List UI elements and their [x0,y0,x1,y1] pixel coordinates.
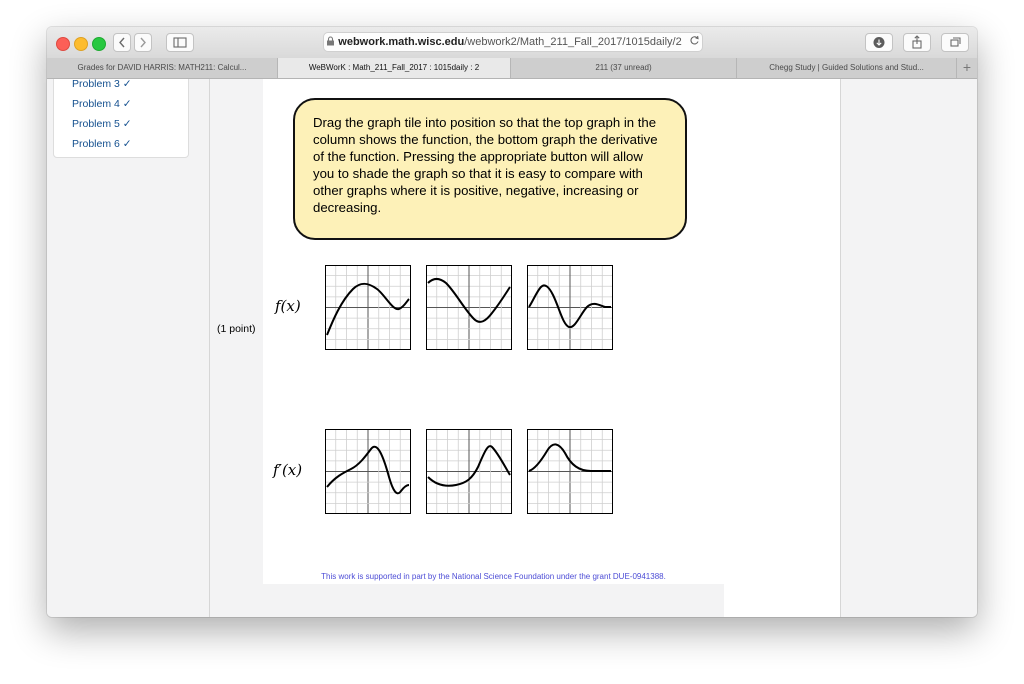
problem-panel [217,79,724,584]
download-icon [866,34,892,51]
problem-link-6[interactable]: Problem 6 ✓ [72,138,132,150]
graph-tile-fprime-2[interactable] [426,429,512,514]
url-path: /webwork2/Math_211_Fall_2017/1015daily/2 [464,36,682,48]
url-host: webwork.math.wisc.edu [338,36,465,48]
graph-tile-fprime-3[interactable] [527,429,613,514]
problem-link-3[interactable]: Problem 3 ✓ [72,79,132,90]
minimize-window-button[interactable] [74,37,88,51]
graph-tile-fprime-1[interactable] [325,429,411,514]
close-window-button[interactable] [56,37,70,51]
tabs-icon [942,34,968,51]
back-button[interactable] [113,33,131,52]
graph-tile-f-2[interactable] [426,265,512,350]
tab-211-unread[interactable]: 211 (37 unread) [511,58,737,78]
sidebar-button[interactable] [166,33,194,52]
browser-window [47,27,977,617]
tab-bar [47,58,977,79]
sidebar-divider [209,79,210,617]
right-divider [840,79,841,617]
problem-list [53,79,189,158]
problem-link-4[interactable]: Problem 4 ✓ [72,98,132,110]
lock-icon [326,36,335,46]
new-tab-button[interactable]: + [962,59,972,75]
problem-link-5[interactable]: Problem 5 ✓ [72,118,132,130]
share-button[interactable] [903,33,931,52]
forward-button[interactable] [134,33,152,52]
zoom-window-button[interactable] [92,37,106,51]
address-bar[interactable] [323,32,703,52]
point-value: (1 point) [217,323,256,335]
f-label: f(x) [275,297,301,315]
chevron-right-icon [135,34,151,51]
graph-tile-f-1[interactable] [325,265,411,350]
graph-tile-f-3[interactable] [527,265,613,350]
share-icon [904,34,930,51]
page-content [47,79,977,617]
sidebar-icon [167,34,193,51]
tab-webwork[interactable]: WeBWorK : Math_211_Fall_2017 : 1015daily : 2 [278,58,511,78]
tab-grades[interactable]: Grades for DAVID HARRIS: MATH211: Calcul... [47,58,278,78]
show-tabs-button[interactable] [941,33,969,52]
nsf-footer-link[interactable]: This work is supported in part by the National Science Foundation under the grant DUE-0941388. [321,572,666,581]
instructions-bubble: Drag the graph tile into position so that the top graph in the column shows the function, the bottom graph the derivative of the function. Pressing the appropriate button will allow you to shade the graph so that it is easy to compare with other graphs where it is positive, negative, increasing or decreasing. [293,98,687,240]
reload-icon[interactable] [689,35,700,46]
browser-toolbar [47,27,977,59]
downloads-button[interactable] [865,33,893,52]
fprime-label: f′(x) [273,461,303,479]
chevron-left-icon [114,34,130,51]
tab-chegg[interactable]: Chegg Study | Guided Solutions and Stud... [737,58,957,78]
right-panel [724,79,841,617]
